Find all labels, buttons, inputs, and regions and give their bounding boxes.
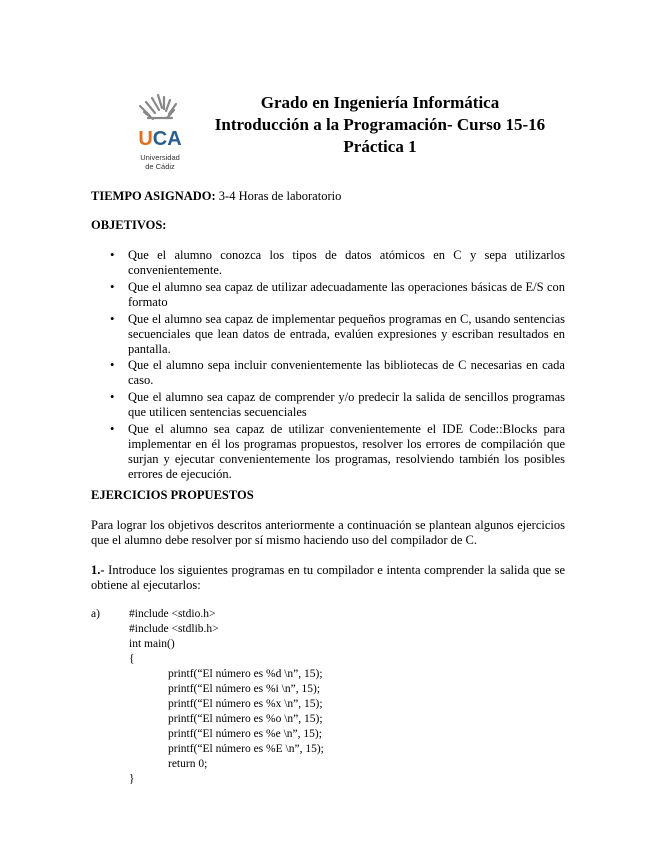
ejercicios-intro: Para lograr los objetivos descritos anteriormente a continuación se plantean algunos ejercicios que el alumno debe resolver por sí mismo haciendo uso del compilador de C.	[91, 518, 565, 547]
code-line: return 0;	[168, 758, 208, 770]
svg-text:UCA: UCA	[138, 128, 182, 150]
logo-caption-line1: Universidad	[140, 153, 180, 162]
tiempo-label: TIEMPO ASIGNADO:	[91, 189, 216, 203]
code-line: {	[129, 653, 135, 665]
bullet-icon: •	[110, 248, 115, 262]
objetivo-text: Que el alumno sea capaz de utilizar convenientemente el IDE Code::Blocks para implementar en él los programas propuestos, resolver los errores de compilación que surjan y ejecutar convenientemente los programas, resolviendo también los posibles errores de ejecución.	[128, 421, 565, 481]
code-line: printf(“El número es %d \n”, 15);	[168, 668, 323, 680]
tiempo-value: 3-4 Horas de laboratorio	[215, 189, 342, 203]
code-line: #include <stdlib.h>	[129, 623, 219, 635]
list-item	[91, 358, 565, 388]
bullet-icon: •	[110, 358, 115, 373]
course-title: Introducción a la Programación- Curso 15-16	[214, 115, 546, 134]
objetivos-heading: OBJETIVOS:	[91, 218, 167, 232]
code-label: a)	[91, 608, 100, 620]
bullet-icon: •	[110, 311, 115, 326]
bullet-icon: •	[110, 279, 115, 294]
uca-logo-icon	[128, 88, 192, 152]
degree-title: Grado en Ingeniería Informática	[260, 93, 500, 112]
list-item	[91, 422, 565, 482]
bullet-icon: •	[110, 421, 115, 436]
logo-caption-line2: de Cádiz	[145, 162, 175, 171]
code-line: printf(“El número es %o \n”, 15);	[168, 713, 323, 725]
objetivo-text: Que el alumno conozca los tipos de datos atómicos en C y sepa utilizarlos convenientemente.	[128, 248, 565, 277]
uca-logo	[128, 88, 192, 174]
list-item	[91, 248, 565, 278]
exercise-text: Introduce los siguientes programas en tu compilador e intenta comprender la salida que se obtiene al ejecutarlos:	[91, 563, 565, 592]
exercise-number: 1.-	[91, 563, 105, 577]
objetivo-text: Que el alumno sea capaz de comprender y/o predecir la salida de sencillos programas que utilicen sentencias secuenciales	[128, 390, 565, 420]
objetivos-list	[91, 248, 565, 484]
list-item	[91, 280, 565, 310]
tiempo-asignado	[91, 189, 565, 204]
exercise-1-statement	[91, 563, 565, 593]
objetivo-text: Que el alumno sea capaz de utilizar adecuadamente las operaciones básicas de E/S con formato	[128, 279, 565, 309]
objetivo-text: Que el alumno sea capaz de implementar pequeños programas en C, usando sentencias secuenciales que lean datos de entrada, evalúen expresiones y escriban resultados en pantalla.	[128, 311, 565, 356]
objetivo-text: Que el alumno sepa incluir convenientemente las bibliotecas de C necesarias en cada caso.	[128, 358, 565, 388]
code-line: printf(“El número es %i \n”, 15);	[168, 683, 321, 695]
code-line: printf(“El número es %x \n”, 15);	[168, 698, 323, 710]
practice-title: Práctica 1	[343, 137, 417, 156]
list-item	[91, 390, 565, 420]
document-header	[200, 92, 560, 158]
code-line: printf(“El número es %e \n”, 15);	[168, 728, 322, 740]
code-line: #include <stdio.h>	[129, 608, 216, 620]
code-line: int main()	[129, 638, 175, 650]
list-item	[91, 312, 565, 357]
code-line: }	[129, 773, 135, 785]
bullet-icon: •	[110, 390, 115, 405]
ejercicios-heading: EJERCICIOS PROPUESTOS	[91, 488, 254, 502]
logo-caption	[128, 153, 192, 171]
code-line: printf(“El número es %E \n”, 15);	[168, 743, 324, 755]
